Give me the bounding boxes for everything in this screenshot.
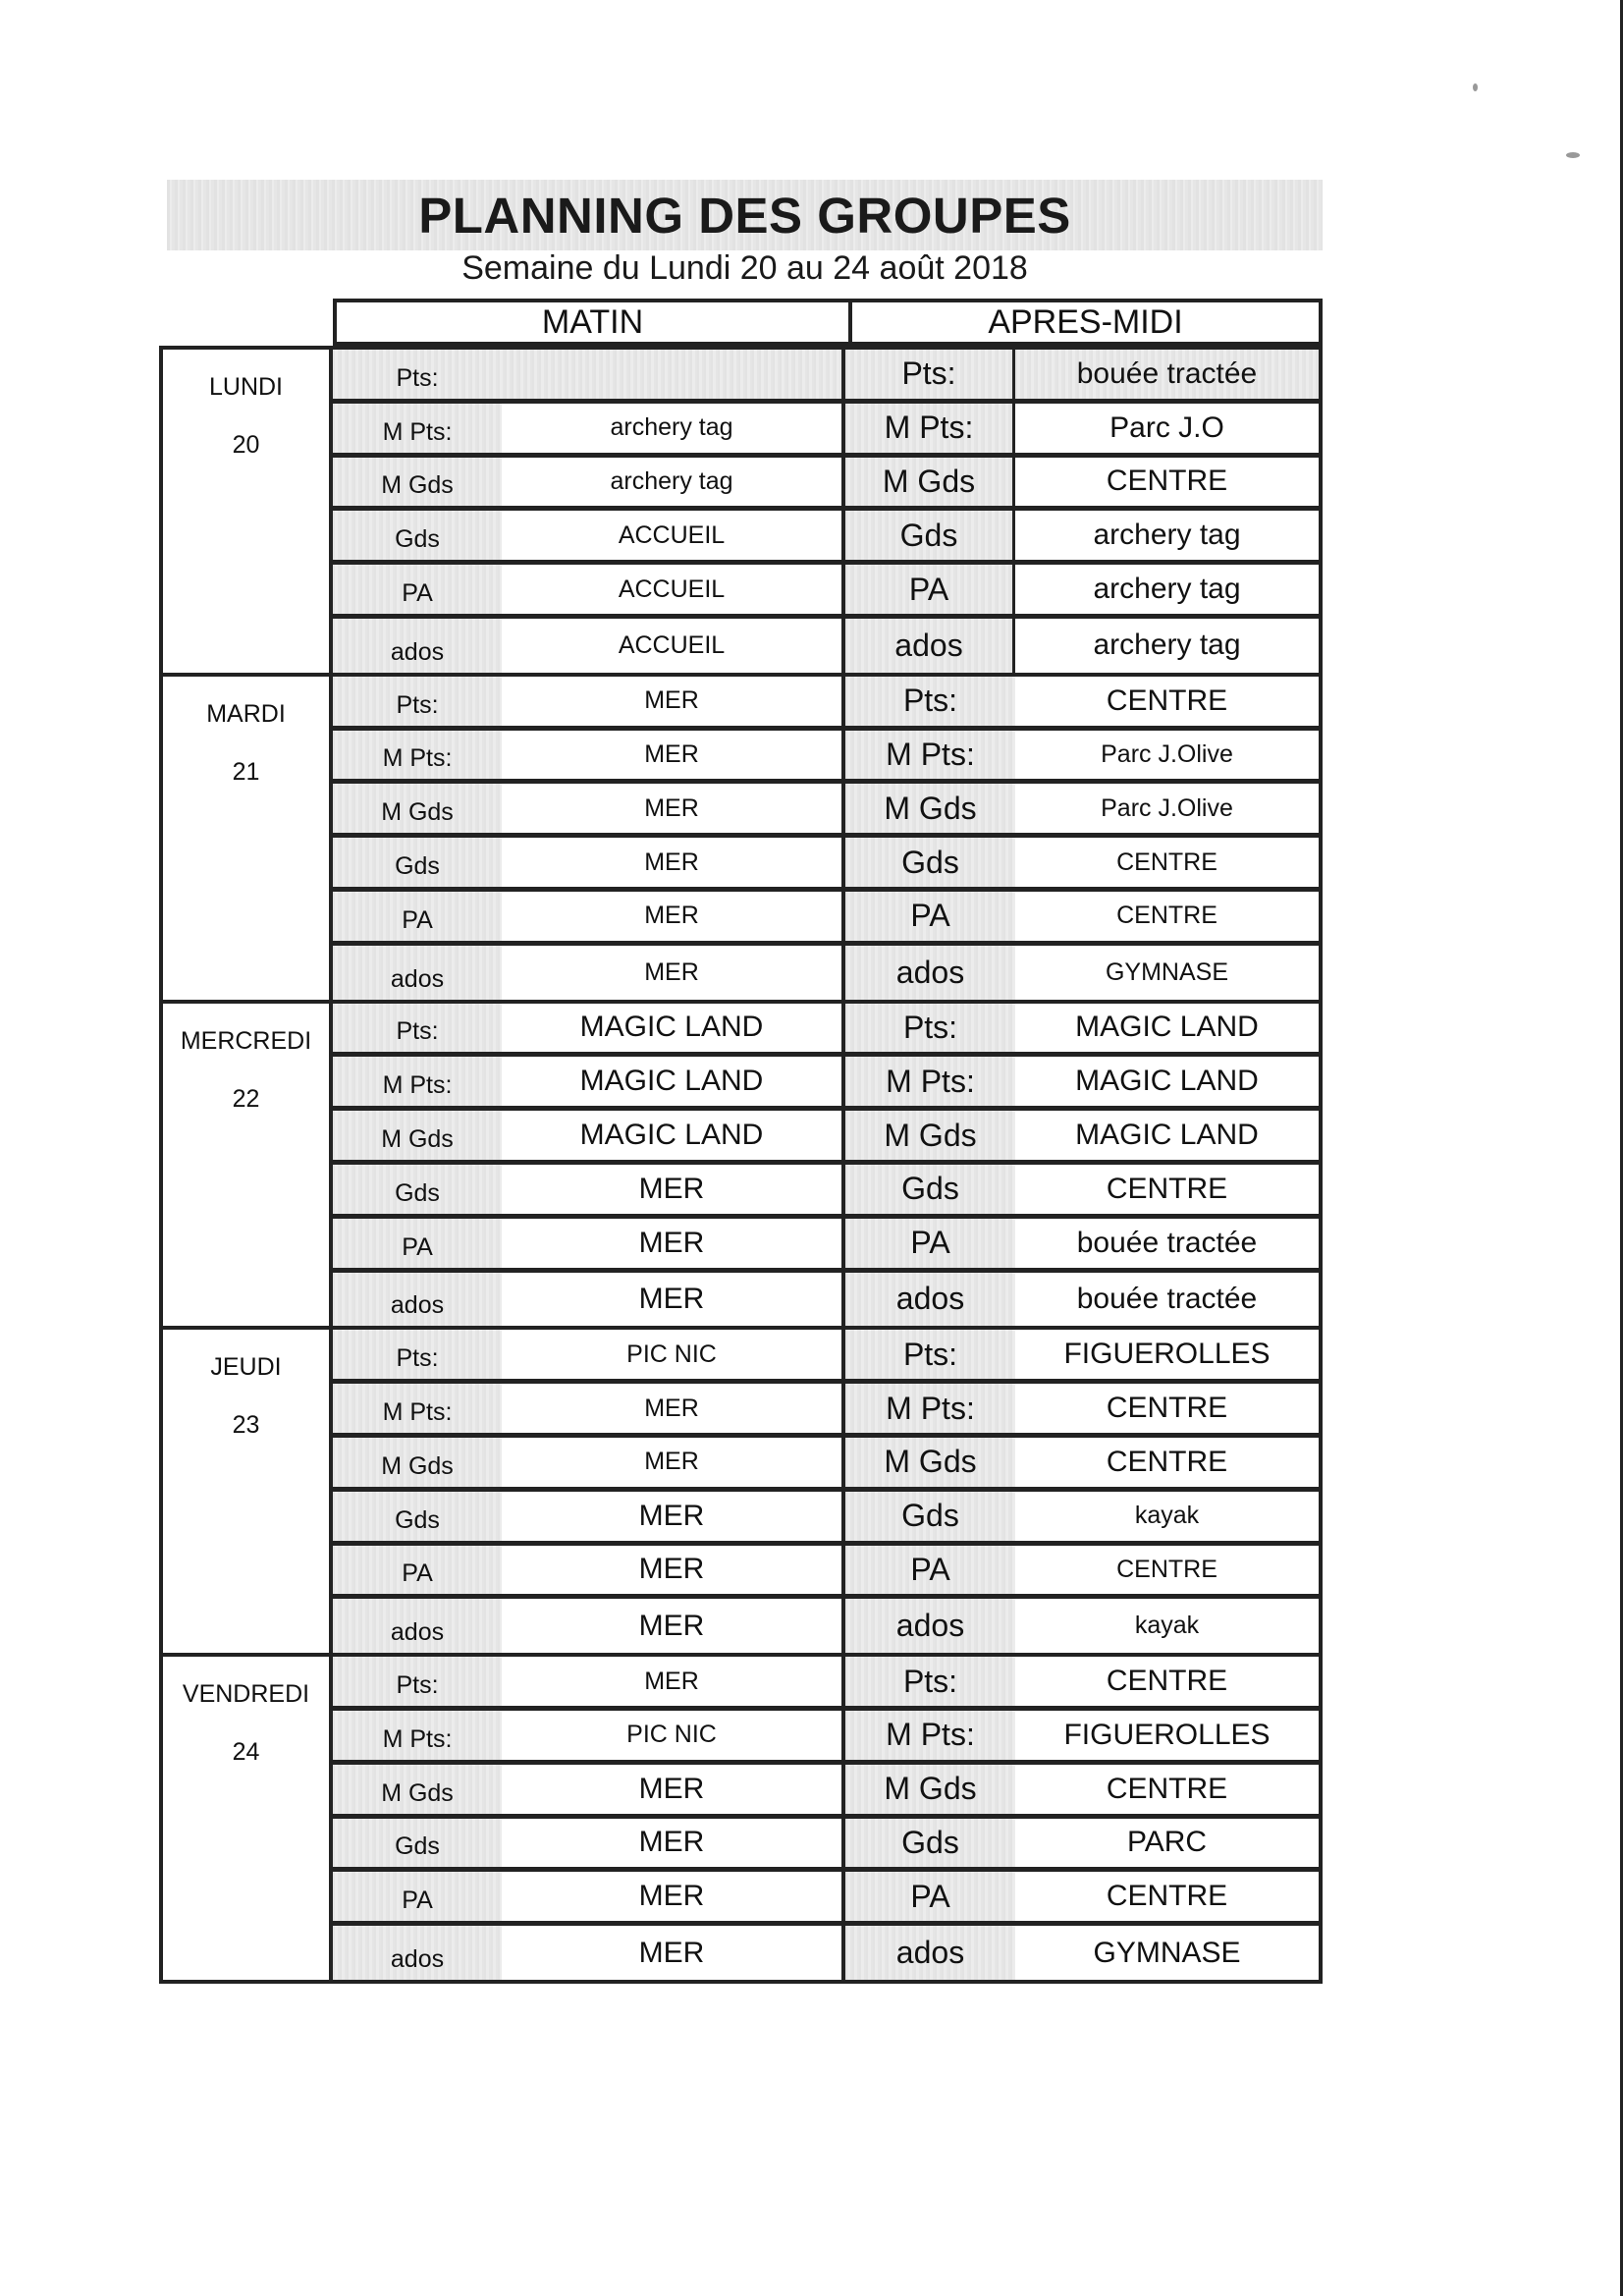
day-name: VENDREDI	[182, 1680, 310, 1709]
group-label: M Gds	[845, 1765, 1015, 1814]
day-block	[163, 1004, 1319, 1331]
morning-activity: MER	[644, 686, 699, 715]
group-label: PA	[845, 1872, 1015, 1921]
morning-cell	[333, 1165, 845, 1214]
morning-cell	[333, 1872, 845, 1921]
afternoon-activity: kayak	[1134, 1612, 1200, 1640]
group-rows	[333, 1004, 1319, 1327]
table-row	[333, 1872, 1319, 1926]
morning-cell	[333, 1926, 845, 1980]
afternoon-activity: Parc J.Olive	[1101, 793, 1233, 822]
morning-activity: MAGIC LAND	[579, 1065, 764, 1098]
morning-activity: ACCUEIL	[618, 520, 726, 549]
morning-activity: MER	[638, 1282, 705, 1315]
morning-cell	[333, 1273, 845, 1327]
afternoon-activity: MAGIC LAND	[1075, 1011, 1259, 1044]
day-name: MARDI	[206, 699, 286, 728]
group-label: PA	[333, 565, 502, 614]
afternoon-activity: PARC	[1126, 1826, 1208, 1859]
table-row	[333, 731, 1319, 785]
afternoon-activity: CENTRE	[1116, 902, 1217, 930]
group-rows	[333, 1657, 1319, 1980]
day-block	[163, 677, 1319, 1004]
morning-activity: MAGIC LAND	[579, 1011, 764, 1044]
morning-cell	[333, 1492, 845, 1541]
scan-speck	[1473, 83, 1478, 91]
group-label: M Pts:	[845, 731, 1015, 780]
table-row	[333, 458, 1319, 512]
morning-activity: MER	[638, 1499, 705, 1532]
morning-cell	[333, 946, 845, 1000]
table-row	[333, 1819, 1319, 1873]
page-title: PLANNING DES GROUPES	[418, 187, 1071, 244]
afternoon-cell	[845, 892, 1319, 941]
group-label: M Pts:	[333, 1711, 502, 1760]
morning-activity: MER	[644, 793, 699, 822]
group-label: ados	[333, 1599, 502, 1653]
afternoon-activity: MAGIC LAND	[1075, 1119, 1259, 1152]
morning-cell	[333, 404, 845, 453]
afternoon-activity: archery tag	[1093, 573, 1241, 606]
afternoon-cell	[845, 1492, 1319, 1541]
morning-cell	[333, 1546, 845, 1595]
table-row	[333, 1711, 1319, 1765]
morning-activity: archery tag	[610, 413, 733, 442]
page-subtitle: Semaine du Lundi 20 au 24 août 2018	[461, 249, 1028, 287]
afternoon-cell	[845, 404, 1319, 453]
group-label: ados	[845, 946, 1015, 1000]
day-block	[163, 1330, 1319, 1657]
afternoon-cell	[845, 458, 1319, 507]
morning-activity: MER	[644, 1667, 699, 1695]
morning-activity: MER	[644, 1394, 699, 1422]
day-label	[163, 677, 333, 1000]
afternoon-cell	[845, 784, 1319, 833]
group-label: M Gds	[333, 458, 502, 507]
table-row	[333, 1492, 1319, 1546]
morning-cell	[333, 1004, 845, 1053]
morning-cell	[333, 1599, 845, 1653]
afternoon-cell	[845, 1330, 1319, 1379]
group-label: ados	[845, 1926, 1015, 1980]
morning-activity: MER	[638, 1172, 705, 1205]
group-label: M Gds	[333, 784, 502, 833]
table-row	[333, 1057, 1319, 1111]
table-row	[333, 677, 1319, 731]
morning-activity: MAGIC LAND	[579, 1119, 764, 1152]
morning-cell	[333, 838, 845, 887]
morning-activity	[502, 350, 841, 399]
group-label: Gds	[845, 511, 1015, 560]
afternoon-cell	[845, 1657, 1319, 1706]
morning-cell	[333, 1111, 845, 1160]
afternoon-activity: CENTRE	[1116, 847, 1217, 876]
group-label: ados	[333, 946, 502, 1000]
group-label: M Pts:	[845, 1057, 1015, 1106]
day-name: MERCREDI	[180, 1026, 312, 1055]
morning-cell	[333, 1330, 845, 1379]
morning-cell	[333, 892, 845, 941]
group-label: M Pts:	[845, 404, 1015, 453]
afternoon-cell	[845, 838, 1319, 887]
afternoon-activity: CENTRE	[1106, 1880, 1228, 1913]
morning-cell	[333, 350, 845, 399]
afternoon-activity: bouée tractée	[1076, 1282, 1258, 1315]
group-label: PA	[845, 892, 1015, 941]
afternoon-activity: CENTRE	[1106, 1665, 1228, 1698]
table-row	[333, 1926, 1319, 1980]
morning-cell	[333, 1219, 845, 1268]
morning-activity: MER	[638, 1553, 705, 1586]
group-label: M Gds	[333, 1111, 502, 1160]
afternoon-cell	[845, 511, 1319, 560]
group-label: Gds	[333, 1819, 502, 1868]
group-label: ados	[333, 1926, 502, 1980]
table-row	[333, 1384, 1319, 1438]
afternoon-activity: CENTRE	[1106, 1392, 1228, 1425]
group-label: M Pts:	[333, 1384, 502, 1433]
group-label: M Gds	[845, 784, 1015, 833]
afternoon-cell	[845, 1057, 1319, 1106]
group-label: Gds	[845, 838, 1015, 887]
group-label: Pts:	[333, 1657, 502, 1706]
afternoon-activity: CENTRE	[1106, 1172, 1228, 1205]
group-label: M Pts:	[845, 1384, 1015, 1433]
morning-activity: archery tag	[610, 466, 733, 495]
afternoon-cell	[845, 350, 1319, 399]
afternoon-cell	[845, 1219, 1319, 1268]
morning-activity: PIC NIC	[626, 1339, 717, 1368]
table-row	[333, 1219, 1319, 1273]
morning-cell	[333, 565, 845, 614]
afternoon-cell	[845, 677, 1319, 726]
group-label: Gds	[333, 511, 502, 560]
day-date: 23	[232, 1411, 260, 1440]
table-row	[333, 511, 1319, 565]
table-row	[333, 619, 1319, 673]
day-label	[163, 1657, 333, 1980]
group-label: M Pts:	[845, 1711, 1015, 1760]
group-label: Gds	[845, 1492, 1015, 1541]
day-block	[163, 1657, 1319, 1980]
group-label: Gds	[845, 1819, 1015, 1868]
table-row	[333, 565, 1319, 619]
morning-cell	[333, 1819, 845, 1868]
group-label: Pts:	[333, 1004, 502, 1053]
morning-activity: MER	[644, 902, 699, 930]
morning-cell	[333, 731, 845, 780]
afternoon-cell	[845, 1004, 1319, 1053]
group-rows	[333, 1330, 1319, 1653]
afternoon-activity: FIGUEROLLES	[1063, 1338, 1271, 1371]
afternoon-activity: CENTRE	[1106, 1445, 1228, 1478]
morning-cell	[333, 1438, 845, 1487]
group-label: ados	[845, 1599, 1015, 1653]
group-label: PA	[333, 1872, 502, 1921]
afternoon-cell	[845, 1819, 1319, 1868]
table-row	[333, 404, 1319, 458]
table-row	[333, 1330, 1319, 1384]
group-label: ados	[333, 1273, 502, 1327]
group-label: M Pts:	[333, 1057, 502, 1106]
morning-cell	[333, 1384, 845, 1433]
morning-activity: MER	[638, 1226, 705, 1259]
afternoon-activity: kayak	[1134, 1502, 1200, 1530]
group-label: Gds	[333, 1165, 502, 1214]
group-rows	[333, 350, 1319, 673]
table-row	[333, 1546, 1319, 1600]
day-label	[163, 350, 333, 673]
day-name: JEUDI	[210, 1353, 282, 1382]
group-label: PA	[333, 1219, 502, 1268]
morning-activity: MER	[638, 1936, 705, 1969]
group-label: Pts:	[333, 1330, 502, 1379]
afternoon-cell	[845, 565, 1319, 614]
table-row	[333, 946, 1319, 1000]
group-label: Pts:	[845, 1004, 1015, 1053]
day-label	[163, 1330, 333, 1653]
afternoon-activity: GYMNASE	[1093, 1936, 1241, 1969]
afternoon-cell	[845, 1384, 1319, 1433]
morning-activity: MER	[638, 1880, 705, 1913]
morning-activity: PIC NIC	[626, 1721, 717, 1749]
day-name: LUNDI	[208, 373, 283, 401]
afternoon-cell	[845, 1711, 1319, 1760]
scan-speck	[1566, 152, 1580, 158]
group-label: PA	[845, 565, 1015, 614]
afternoon-cell	[845, 946, 1319, 1000]
afternoon-cell	[845, 1926, 1319, 1980]
table-row	[333, 1599, 1319, 1653]
afternoon-activity: GYMNASE	[1105, 957, 1229, 986]
table-row	[333, 1111, 1319, 1165]
morning-activity: ACCUEIL	[618, 574, 726, 603]
day-date: 20	[232, 431, 260, 459]
group-label: PA	[845, 1219, 1015, 1268]
morning-activity: MER	[644, 847, 699, 876]
group-label: M Gds	[333, 1438, 502, 1487]
morning-activity: MER	[644, 739, 699, 768]
day-date: 24	[232, 1738, 260, 1767]
afternoon-cell	[845, 1438, 1319, 1487]
group-label: M Gds	[845, 1438, 1015, 1487]
group-label: M Gds	[845, 1111, 1015, 1160]
schedule-table	[159, 346, 1323, 1984]
group-label: Pts:	[845, 1330, 1015, 1379]
morning-activity: ACCUEIL	[618, 630, 726, 659]
day-date: 21	[232, 757, 260, 786]
header-afternoon: APRES-MIDI	[988, 302, 1183, 341]
morning-cell	[333, 784, 845, 833]
table-row	[333, 1657, 1319, 1711]
group-label: ados	[845, 1273, 1015, 1327]
morning-cell	[333, 511, 845, 560]
group-label: PA	[333, 1546, 502, 1595]
group-label: Pts:	[845, 677, 1015, 726]
afternoon-activity: archery tag	[1093, 629, 1241, 662]
afternoon-activity: CENTRE	[1106, 465, 1228, 498]
group-label: Pts:	[845, 350, 1015, 399]
group-label: ados	[333, 619, 502, 673]
table-row	[333, 892, 1319, 946]
table-row	[333, 838, 1319, 892]
table-row	[333, 1765, 1319, 1819]
afternoon-cell	[845, 1599, 1319, 1653]
afternoon-cell	[845, 1872, 1319, 1921]
day-block	[163, 350, 1319, 677]
table-row	[333, 1165, 1319, 1219]
table-row	[333, 784, 1319, 838]
group-rows	[333, 677, 1319, 1000]
afternoon-cell	[845, 1765, 1319, 1814]
day-date: 22	[232, 1084, 260, 1113]
group-label: Pts:	[845, 1657, 1015, 1706]
group-label: Gds	[845, 1165, 1015, 1214]
title-band	[167, 180, 1323, 250]
afternoon-activity: bouée tractée	[1076, 1226, 1258, 1259]
afternoon-activity: bouée tractée	[1015, 350, 1319, 399]
afternoon-activity: Parc J.O	[1109, 410, 1224, 444]
morning-activity: MER	[638, 1826, 705, 1859]
table-row	[333, 1004, 1319, 1058]
afternoon-cell	[845, 1546, 1319, 1595]
morning-cell	[333, 458, 845, 507]
afternoon-cell	[845, 619, 1319, 673]
morning-activity: MER	[644, 957, 699, 986]
group-label: PA	[845, 1546, 1015, 1595]
afternoon-activity: FIGUEROLLES	[1063, 1718, 1271, 1751]
morning-cell	[333, 1711, 845, 1760]
morning-cell	[333, 677, 845, 726]
afternoon-activity: Parc J.Olive	[1101, 739, 1233, 768]
group-label: M Gds	[333, 1765, 502, 1814]
afternoon-cell	[845, 1273, 1319, 1327]
afternoon-cell	[845, 1165, 1319, 1214]
morning-cell	[333, 619, 845, 673]
afternoon-activity: CENTRE	[1116, 1555, 1217, 1583]
column-header	[333, 299, 1323, 346]
group-label: ados	[845, 619, 1015, 673]
header-morning: MATIN	[337, 302, 852, 342]
group-label: M Pts:	[333, 731, 502, 780]
morning-cell	[333, 1765, 845, 1814]
morning-cell	[333, 1057, 845, 1106]
day-label	[163, 1004, 333, 1327]
afternoon-cell	[845, 1111, 1319, 1160]
afternoon-activity: archery tag	[1093, 519, 1241, 552]
table-row	[333, 350, 1319, 404]
morning-activity: MER	[644, 1448, 699, 1476]
group-label: Gds	[333, 1492, 502, 1541]
morning-activity: MER	[638, 1772, 705, 1805]
group-label: Pts:	[396, 363, 439, 392]
table-row	[333, 1438, 1319, 1492]
group-label: PA	[333, 892, 502, 941]
group-label: Gds	[333, 838, 502, 887]
afternoon-activity: MAGIC LAND	[1075, 1065, 1259, 1098]
morning-activity: MER	[638, 1609, 705, 1642]
afternoon-cell	[845, 731, 1319, 780]
afternoon-activity: CENTRE	[1106, 683, 1228, 717]
group-label: Pts:	[333, 677, 502, 726]
morning-cell	[333, 1657, 845, 1706]
group-label: M Pts:	[333, 404, 502, 453]
afternoon-activity: CENTRE	[1106, 1772, 1228, 1805]
table-row	[333, 1273, 1319, 1327]
group-label: M Gds	[845, 458, 1015, 507]
